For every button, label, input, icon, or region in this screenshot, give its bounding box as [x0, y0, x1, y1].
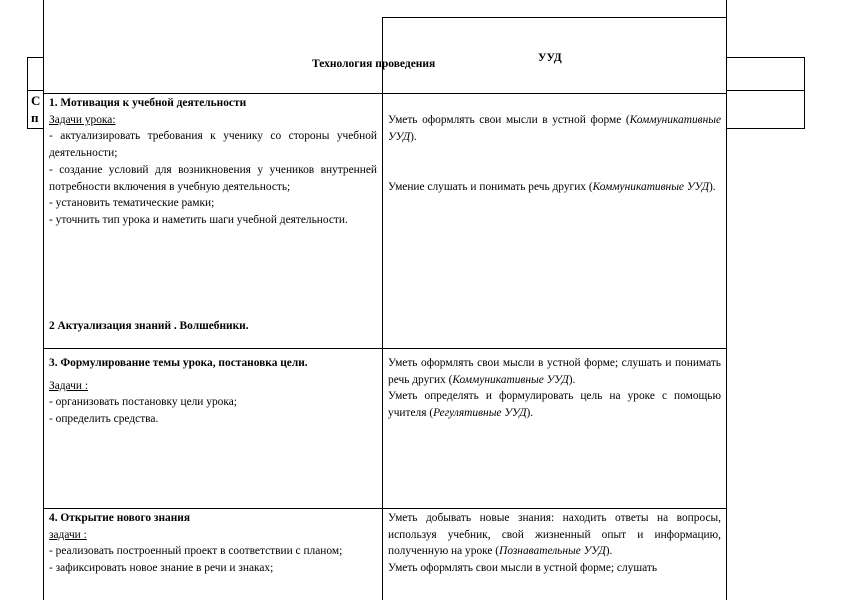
- task-item: - реализовать построенный проект в соответствии с планом;: [49, 545, 343, 558]
- background-text-fragment: С: [31, 94, 41, 107]
- stage-heading: 1. Мотивация к учебной деятельности: [49, 97, 247, 109]
- header-top-border: [382, 17, 726, 18]
- tasks-label: Задачи урока:: [49, 113, 116, 126]
- task-item: - установить тематические рамки;: [49, 197, 215, 210]
- uud-entry: Уметь оформлять свои мысли в устной форме; слушать: [388, 562, 658, 575]
- header-technology: Технология проведения: [312, 58, 436, 70]
- row-2-right-cell: [388, 355, 721, 422]
- tasks-label: задачи :: [49, 528, 87, 541]
- background-text-fragment: п: [31, 111, 39, 124]
- row-divider: [44, 508, 726, 509]
- row-divider: [44, 93, 726, 94]
- task-item: - зафиксировать новое знание в речи и знаках;: [49, 562, 274, 575]
- row-2-left-cell: [49, 355, 377, 428]
- uud-entry: Умение слушать и понимать речь других (Коммуникативные УУД).: [388, 181, 716, 193]
- header-uud: УУД: [538, 52, 562, 64]
- document-page: [43, 0, 727, 600]
- row-3-left-cell: [49, 510, 377, 577]
- row-1-left-extra: [49, 318, 377, 335]
- task-item: - актуализировать требования к ученику со стороны учебной деятельности;: [49, 130, 377, 160]
- task-item: - создание условий для возникновения у учеников внутренней потребности включения в учебную деятельность;: [49, 163, 377, 193]
- task-item: - уточнить тип урока и наметить шаги учебной деятельности.: [49, 213, 348, 226]
- row-1-right-cell: [388, 112, 721, 145]
- uud-entry: Уметь добывать новые знания: находить ответы на вопросы, используя учебник, свой жизненный опыт и информацию, полученную на уроке (Познавательные УУД).: [388, 512, 721, 558]
- row-3-right-cell: [388, 510, 721, 577]
- uud-entry: Уметь оформлять свои мысли в устной форме; слушать и понимать речь других (Коммуникативные УУД).: [388, 357, 721, 386]
- stage-heading: 3. Формулирование темы урока, постановка цели.: [49, 357, 308, 369]
- row-1-right-cell-2: [388, 179, 721, 196]
- stage-heading: 4. Открытие нового знания: [49, 512, 190, 524]
- row-1-left-cell: [49, 95, 377, 229]
- uud-entry: Уметь определять и формулировать цель на уроке с помощью учителя (Регулятивные УУД).: [388, 390, 721, 420]
- task-item: - определить средства.: [49, 413, 159, 426]
- task-item: - организовать постановку цели урока;: [49, 396, 237, 409]
- tasks-label: Задачи :: [49, 379, 88, 392]
- stage-heading: 2 Актуализация знаний . Волшебники.: [49, 320, 249, 332]
- column-divider: [382, 17, 383, 600]
- uud-entry: Уметь оформлять свои мысли в устной форме (Коммуникативные УУД).: [388, 114, 721, 143]
- row-divider: [44, 348, 726, 349]
